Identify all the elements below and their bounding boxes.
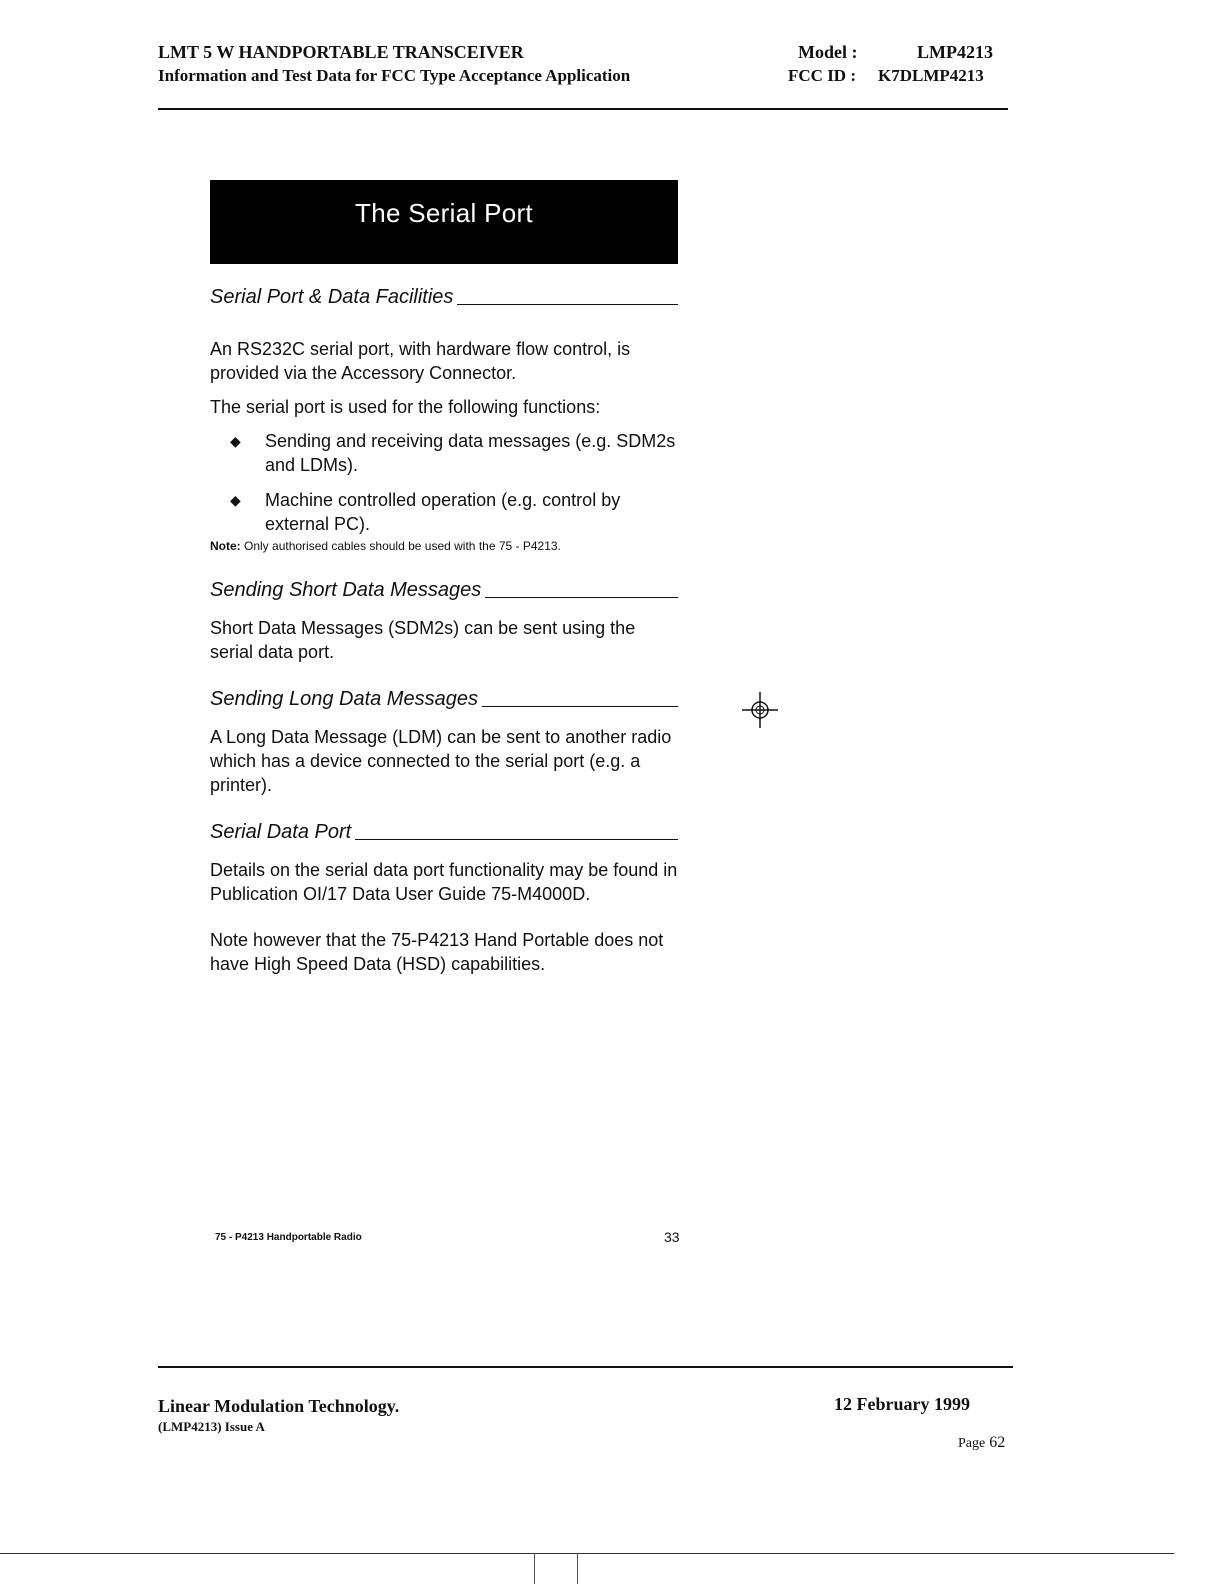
footer-page [958, 1434, 1005, 1452]
header-title: LMT 5 W HANDPORTABLE TRANSCEIVER [158, 42, 524, 62]
section-heading-short-messages: Sending Short Data Messages [210, 579, 678, 602]
footer-date: 12 February 1999 [834, 1394, 970, 1414]
section-heading-long-messages: Sending Long Data Messages [210, 688, 678, 711]
model-label: Model : [798, 42, 858, 62]
header-divider [158, 108, 1008, 110]
data-port-paragraph: Details on the serial data port functionality may be found in Publication OI/17 Data User Guide 75-M4000D. [210, 860, 678, 904]
scan-edge-line [0, 1553, 1174, 1554]
fcc-id-value: K7DLMP4213 [878, 66, 984, 85]
bullet-diamond-icon: ◆ [230, 492, 241, 508]
footer-issue: (LMP4213) Issue A [158, 1419, 265, 1434]
cable-note: Note: Only authorised cables should be used with the 75 - P4213. [210, 539, 561, 553]
header-subtitle: Information and Test Data for FCC Type Acceptance Application [158, 66, 631, 85]
bullet-diamond-icon: ◆ [230, 433, 241, 449]
footer-divider [158, 1366, 1013, 1368]
functions-intro: The serial port is used for the following functions: [210, 397, 601, 417]
scan-edge-mark [534, 1553, 578, 1584]
inner-page-number: 33 [664, 1229, 680, 1245]
page-title-banner [210, 180, 678, 264]
facilities-paragraph: An RS232C serial port, with hardware flow control, is provided via the Accessory Connector. [210, 339, 631, 383]
short-messages-paragraph: Short Data Messages (SDM2s) can be sent using the serial data port. [210, 618, 636, 662]
main-content [210, 286, 678, 976]
long-messages-paragraph: A Long Data Message (LDM) can be sent to another radio which has a device connected to the serial port (e.g. a printer). [210, 727, 672, 795]
footer-page-number: 62 [989, 1434, 1006, 1451]
footer-page-label: Page [958, 1436, 986, 1451]
list-item: ◆ Machine controlled operation (e.g. control by external PC). [210, 488, 678, 536]
hsd-note-paragraph: Note however that the 75-P4213 Hand Portable does not have High Speed Data (HSD) capabilities. [210, 930, 664, 974]
footer-company: Linear Modulation Technology. [158, 1396, 400, 1416]
fcc-id-label: FCC ID : [788, 66, 856, 85]
model-value: LMP4213 [917, 42, 993, 62]
functions-list [210, 429, 678, 536]
page-title: The Serial Port [355, 197, 533, 228]
section-heading-data-port: Serial Data Port [210, 821, 678, 844]
list-item: ◆ Sending and receiving data messages (e.g. SDM2s and LDMs). [210, 429, 678, 477]
inner-footer-product: 75 - P4213 Handportable Radio [215, 1232, 362, 1243]
section-heading-facilities: Serial Port & Data Facilities [210, 286, 678, 309]
crosshair-registration-icon [742, 692, 778, 728]
